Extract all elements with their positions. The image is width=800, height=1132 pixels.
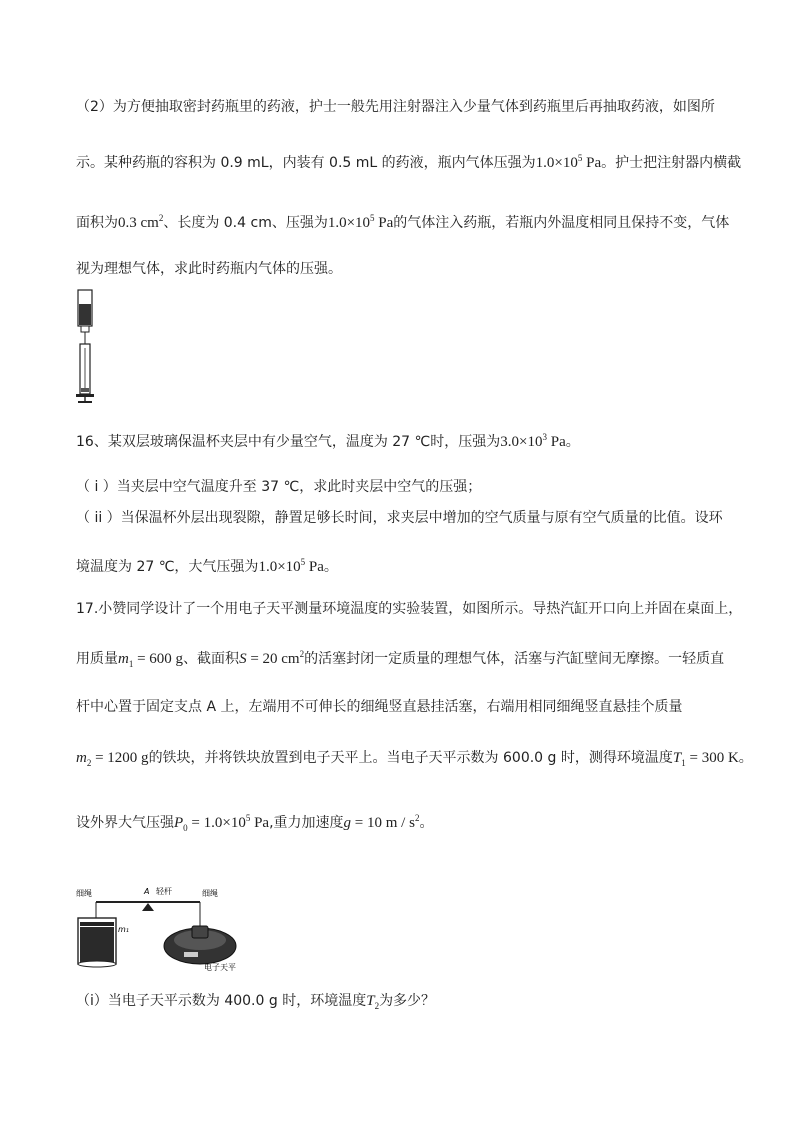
q16-pressure: $3.0\times 10^3$ Pa <box>500 432 566 450</box>
q16-line-4: 境温度为 27 ℃，大气压强为$1.0\times 10^5$ Pa。 <box>76 557 338 575</box>
balance-apparatus-figure <box>72 882 252 972</box>
m1-value: $m_1 = 600$ g <box>118 651 184 669</box>
piston <box>80 922 114 926</box>
label-m1: m₁ <box>118 925 129 934</box>
label-rod: 轻杆 <box>156 887 172 896</box>
q15-line-1: （2）为方便抽取密封药瓶里的药液，护士一般先用注射器注入少量气体到药瓶里后再抽取药液，如图所 <box>76 99 715 115</box>
q16-sub-2: （ ii ）当保温杯外层出现裂隙，静置足够长时间，求夹层中增加的空气质量与原有空气质量的比值。设环 <box>76 510 723 526</box>
q15-line-3: 面积为0.3 $cm^2$、长度为 0.4 cm、压强为$1.0\times 10^5$ Pa的气体注入药瓶，若瓶内外温度相同且保持不变，气体 <box>76 213 730 231</box>
q15-line-2: 示。某种药瓶的容积为 0.9 mL，内装有 0.5 mL 的药液，瓶内气体压强为$1.0\times 10^5$ Pa。护士把注射器内横截 <box>76 153 742 171</box>
p0-value: $P_0 = 1.0\times 10^5$ Pa <box>174 813 270 833</box>
label-pivot: A <box>144 887 150 896</box>
g-value: g = 10 m / $s^2$ <box>343 813 420 831</box>
q17-line-2: 用质量$m_1 = 600$ g、截面积S = 20 $cm^2$的活塞封闭一定质量的理想气体，活塞与汽缸壁间无摩擦。一轻质直 <box>76 649 725 669</box>
pressure-value-2: $1.0\times 10^5$ Pa <box>327 213 394 231</box>
label-rope-right: 细绳 <box>202 889 218 898</box>
label-balance: 电子天平 <box>204 963 236 972</box>
q16-sub-1: （ i ）当夹层中空气温度升至 37 ℃，求此时夹层中空气的压强； <box>76 479 482 495</box>
q17-line-4: $m_2 = 1200$ g的铁块，并将铁块放置到电子天平上。当电子天平示数为 600.0 g 时，测得环境温度$T_1 = 300$ K。 <box>76 750 753 768</box>
q16-line-1: 16、某双层玻璃保温杯夹层中有少量空气，温度为 27 ℃时，压强为$3.0\times 10^3$ Pa。 <box>76 432 580 450</box>
s-value: S = 20 $cm^2$ <box>239 649 305 667</box>
q17-line-1: 17.小赞同学设计了一个用电子天平测量环境温度的实验装置，如图所示。导热汽缸开口向上并固在桌面上， <box>76 601 743 617</box>
syringe-vial-figure <box>72 288 100 404</box>
pivot-a <box>142 903 154 911</box>
iron-block <box>192 926 208 938</box>
area-value: 0.3 $cm^2$ <box>118 213 164 231</box>
q15-line-4: 视为理想气体，求此时药瓶内气体的压强。 <box>76 261 342 277</box>
label-rope-left: 细绳 <box>76 889 92 898</box>
gas <box>80 927 114 963</box>
q16-atm-pressure: $1.0\times 10^5$ Pa <box>258 557 324 575</box>
q17-sub-1: （i）当电子天平示数为 400.0 g 时，环境温度$T_2$为多少？ <box>76 993 436 1011</box>
m2-value: $m_2 = 1200$ g <box>76 750 149 768</box>
t1-value: $T_1 = 300$ K <box>672 750 739 768</box>
pressure-value: $1.0\times 10^5$ Pa <box>535 153 602 171</box>
q17-line-5: 设外界大气压强$P_0 = 1.0\times 10^5$ Pa,重力加速度g = 10 m / $s^2$。 <box>76 813 434 833</box>
q17-line-3: 杆中心置于固定支点 A 上，左端用不可伸长的细绳竖直悬挂活塞，右端用相同细绳竖直悬挂个质量 <box>76 699 683 715</box>
t2-symbol: $T_2$ <box>366 993 380 1011</box>
